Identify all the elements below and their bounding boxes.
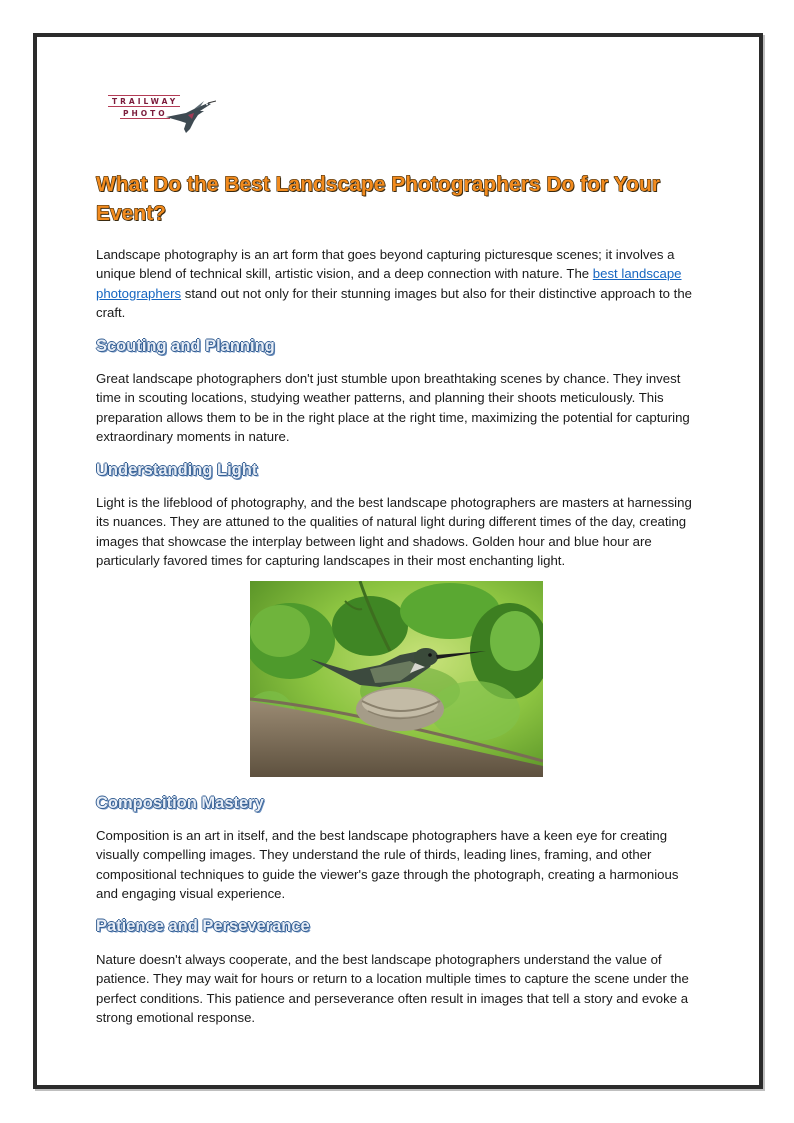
logo-rule — [120, 118, 170, 119]
best-landscape-photographers-link[interactable]: best landscape photographers — [96, 266, 682, 301]
logo-top-text: TRAILWAY — [112, 97, 179, 106]
section-body-scouting: Great landscape photographers don't just stumble upon breathtaking scenes by chance. They invest time in scouting locations, studying weather patterns, and planning their shoots meticulously. This preparation allows them to be in the right place at the right time, maximizing the potential for capturing extraordinary moments in nature. — [96, 371, 690, 444]
hummingbird-photo-illustration — [250, 581, 543, 777]
page-title: What Do the Best Landscape Photographers Do for Your Event? — [96, 173, 660, 225]
intro-text-before-link: Landscape photography is an art form that goes beyond capturing picturesque scenes; it involves a unique blend of technical skill, artistic vision, and a deep connection with nature. The — [96, 247, 675, 282]
section-heading-light: Understanding Light — [96, 461, 258, 479]
hummingbird-icon — [164, 99, 216, 137]
intro-text-after-link: stand out not only for their stunning images but also for their distinctive approach to the craft. — [96, 285, 693, 320]
intro-paragraph — [96, 245, 698, 322]
hummingbird-nest-photo — [250, 581, 543, 777]
section-heading-scouting: Scouting and Planning — [96, 337, 275, 355]
section-body-light: Light is the lifeblood of photography, and the best landscape photographers are masters at harnessing its nuances. They are attuned to the qualities of natural light during different times of the day, creating images that showcase the interplay between light and shadows. Golden hour and blue hour are particularly favored times for capturing landscapes in their most enchanting light. — [96, 495, 692, 568]
logo-bottom-text: PHOTO — [123, 109, 168, 118]
section-body-patience: Nature doesn't always cooperate, and the best landscape photographers understand the value of patience. They may wait for hours or return to a location multiple times to capture the scene under the perfect conditions. This patience and perseverance often result in images that tell a story and evoke a strong emotional response. — [96, 952, 689, 1025]
section-heading-composition: Composition Mastery — [96, 794, 264, 812]
section-heading-patience: Patience and Perseverance — [96, 917, 310, 935]
trailway-photo-logo[interactable] — [106, 95, 216, 137]
section-body-composition: Composition is an art in itself, and the best landscape photographers have a keen eye for creating visually compelling images. They understand the rule of thirds, leading lines, framing, and other compositional techniques to guide the viewer's gaze through the photograph, creating a harmonious and engaging visual experience. — [96, 828, 679, 901]
logo-rule — [108, 95, 180, 96]
